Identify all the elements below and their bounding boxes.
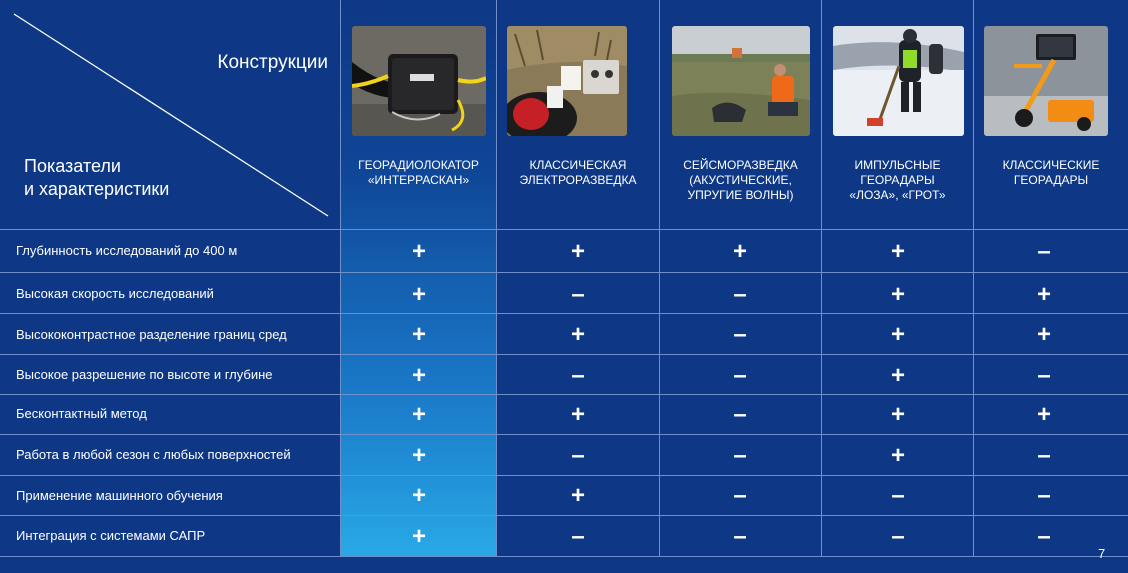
column-name bbox=[341, 158, 496, 188]
grid-hline bbox=[0, 556, 1128, 557]
mark-cell: + bbox=[890, 321, 905, 348]
column-name-line: ГЕОРАДАРЫ bbox=[1013, 173, 1089, 187]
column-header-seismic bbox=[660, 0, 821, 229]
column-name-line: «ЛОЗА», «ГРОТ» bbox=[849, 188, 946, 202]
column-header-electroprospecting bbox=[497, 0, 659, 229]
column-name-line: СЕЙСМОРАЗВЕДКА bbox=[683, 158, 798, 172]
page-number: 7 bbox=[1098, 546, 1106, 561]
column-name-line: (АКУСТИЧЕСКИЕ, bbox=[689, 173, 792, 187]
mark-cell: + bbox=[890, 362, 905, 389]
mark-cell: – bbox=[1037, 523, 1051, 550]
mark-cell: + bbox=[411, 482, 426, 509]
mark-cell: + bbox=[890, 238, 905, 265]
grid-hline bbox=[0, 394, 1128, 395]
mark-cell: + bbox=[411, 238, 426, 265]
mark-cell: – bbox=[733, 442, 747, 469]
mark-cell: – bbox=[1037, 238, 1051, 265]
mark-cell: + bbox=[1036, 281, 1051, 308]
row-label: Высококонтрастное разделение границ сред bbox=[16, 327, 287, 342]
grid-hline bbox=[0, 515, 1128, 516]
row-label: Высокое разрешение по высоте и глубине bbox=[16, 367, 273, 382]
row-label: Глубинность исследований до 400 м bbox=[16, 243, 238, 258]
indicators-header bbox=[24, 155, 169, 201]
column-name bbox=[822, 158, 973, 203]
mark-cell: – bbox=[733, 321, 747, 348]
mark-cell: + bbox=[570, 401, 585, 428]
indicators-header-line2: и характеристики bbox=[24, 179, 170, 199]
mark-cell: + bbox=[890, 401, 905, 428]
photo-cart-georadar bbox=[984, 26, 1108, 136]
column-name-line: КЛАССИЧЕСКАЯ bbox=[529, 158, 627, 172]
mark-cell: – bbox=[1037, 442, 1051, 469]
photo-electroprospecting-device bbox=[507, 26, 627, 136]
mark-cell: – bbox=[733, 523, 747, 550]
grid-hline bbox=[0, 475, 1128, 476]
mark-cell: – bbox=[571, 362, 585, 389]
mark-cell: – bbox=[891, 523, 905, 550]
mark-cell: + bbox=[411, 281, 426, 308]
mark-cell: – bbox=[891, 482, 905, 509]
row-label: Бесконтактный метод bbox=[16, 406, 147, 421]
mark-cell: + bbox=[890, 281, 905, 308]
grid-hline bbox=[0, 434, 1128, 435]
mark-cell: – bbox=[571, 281, 585, 308]
column-name-line: ГЕОРАДАРЫ bbox=[860, 173, 935, 187]
column-name-line: ГЕОРАДИОЛОКАТОР bbox=[358, 158, 479, 172]
grid-hline bbox=[0, 354, 1128, 355]
column-name-line: УПРУГИЕ ВОЛНЫ) bbox=[687, 188, 794, 202]
column-header-pulse-georadars bbox=[822, 0, 973, 229]
column-name-line: КЛАССИЧЕСКИЕ bbox=[1002, 158, 1100, 172]
row-label: Интеграция с системами САПР bbox=[16, 528, 206, 543]
column-header-interraskan bbox=[341, 0, 496, 229]
mark-cell: + bbox=[732, 238, 747, 265]
mark-cell: + bbox=[570, 238, 585, 265]
mark-cell: + bbox=[411, 321, 426, 348]
mark-cell: + bbox=[411, 523, 426, 550]
mark-cell: + bbox=[411, 362, 426, 389]
mark-cell: – bbox=[733, 482, 747, 509]
mark-cell: + bbox=[411, 401, 426, 428]
photo-seismic-field-workers bbox=[672, 26, 810, 136]
column-header-classic-georadars bbox=[974, 0, 1128, 229]
grid-hline bbox=[0, 272, 1128, 273]
mark-cell: + bbox=[570, 482, 585, 509]
column-name bbox=[974, 158, 1128, 188]
grid-hline bbox=[0, 313, 1128, 314]
column-name-line: ЭЛЕКТРОРАЗВЕДКА bbox=[519, 173, 637, 187]
mark-cell: – bbox=[733, 362, 747, 389]
mark-cell: + bbox=[1036, 321, 1051, 348]
mark-cell: – bbox=[733, 281, 747, 308]
mark-cell: + bbox=[570, 321, 585, 348]
mark-cell: + bbox=[1036, 401, 1051, 428]
photo-winter-radar-crew bbox=[833, 26, 964, 136]
mark-cell: – bbox=[733, 401, 747, 428]
indicators-header-line1: Показатели bbox=[24, 156, 121, 176]
photo-radar-case-with-cables bbox=[352, 26, 486, 136]
mark-cell: – bbox=[1037, 482, 1051, 509]
row-label: Высокая скорость исследований bbox=[16, 286, 214, 301]
mark-cell: – bbox=[571, 442, 585, 469]
mark-cell: – bbox=[571, 523, 585, 550]
column-name-line: ИМПУЛЬСНЫЕ bbox=[854, 158, 941, 172]
row-label: Работа в любой сезон с любых поверхностей bbox=[16, 447, 291, 462]
mark-cell: + bbox=[411, 442, 426, 469]
column-name-line: «ИНТЕРРАСКАН» bbox=[367, 173, 470, 187]
row-label: Применение машинного обучения bbox=[16, 488, 223, 503]
column-name bbox=[497, 158, 659, 188]
mark-cell: + bbox=[890, 442, 905, 469]
mark-cell: – bbox=[1037, 362, 1051, 389]
column-name bbox=[660, 158, 821, 203]
constructions-header: Конструкции bbox=[217, 52, 328, 73]
